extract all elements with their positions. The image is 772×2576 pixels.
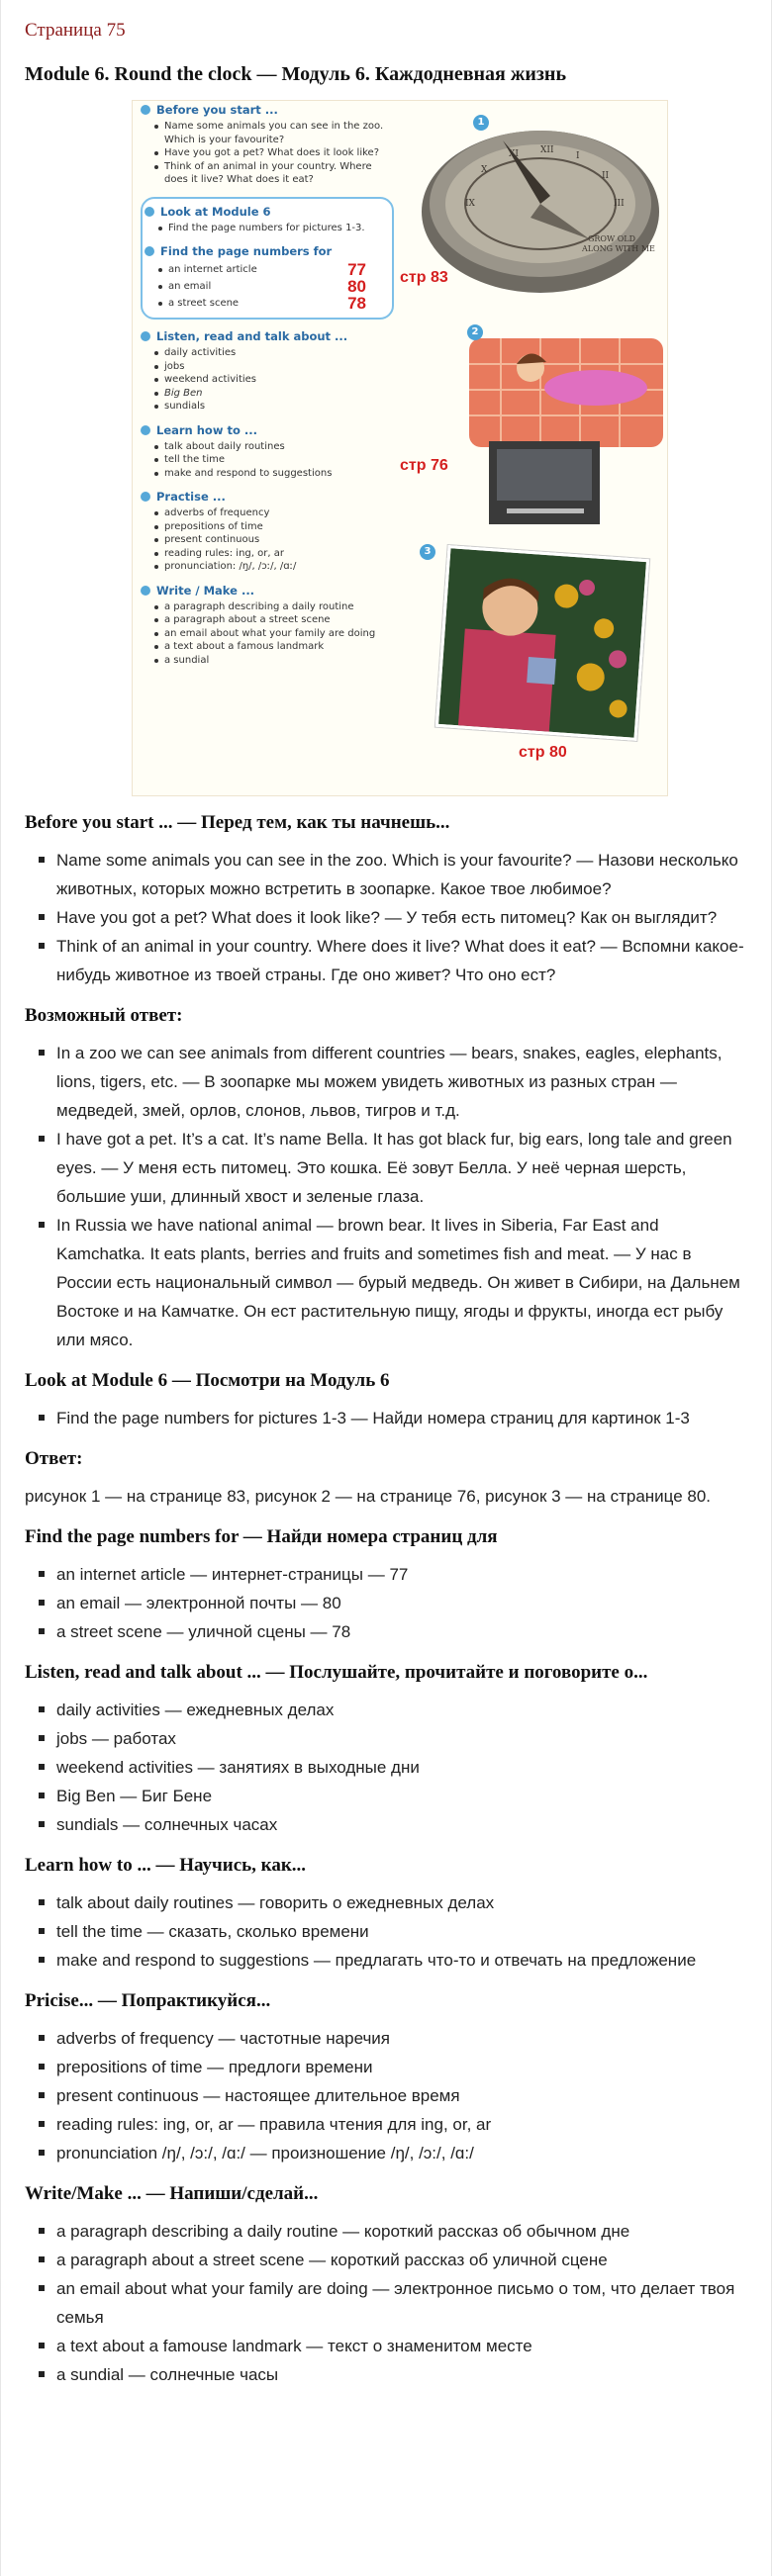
list-item: jobs — работах [56, 1724, 747, 1753]
list-item: adverbs of frequency — частотные наречия [56, 2024, 747, 2053]
module-title: Module 6. Round the clock — Модуль 6. Каждодневная жизнь [25, 63, 567, 85]
section-title: Before you start ... — Перед тем, как ты начнешь... [25, 812, 450, 833]
fig-look-at-title: Look at Module 6 [160, 204, 271, 219]
fig-item: a paragraph about a street scene [141, 613, 394, 627]
fig-item: a text about a famous landmark [141, 640, 394, 654]
fig-write-title: Write / Make ... [156, 583, 255, 598]
svg-text:II: II [602, 171, 610, 181]
bullet-circle-icon [141, 586, 150, 596]
list-item: weekend activities — занятиях в выходные дни [56, 1753, 747, 1782]
fig-item: jobs [141, 360, 394, 374]
section-title: Возможный ответ: [25, 1005, 183, 1026]
list-item: Think of an animal in your country. Where does it live? What does it eat? — Вспомни какое-нибудь животное из твоей страны. Где оно живет? Что оно ест? [56, 932, 747, 989]
sofa-illustration [392, 324, 667, 526]
page [1, 0, 771, 2389]
fig-item: an email [145, 280, 211, 294]
bullet-list [25, 2217, 747, 2389]
list-item: a street scene — уличной сцены — 78 [56, 1617, 747, 1646]
list-item: a sundial — солнечные часы [56, 2360, 747, 2389]
fig-item: make and respond to suggestions [141, 467, 394, 481]
svg-text:XI: XI [509, 149, 519, 159]
section-write-make [25, 2183, 747, 2389]
bullet-circle-icon [141, 425, 150, 435]
bullet-list [25, 1696, 747, 1839]
bullet-circle-icon [145, 207, 154, 217]
section-answer [25, 1448, 747, 1511]
page-number: Страница 75 [25, 20, 126, 41]
fig-practise [141, 490, 394, 574]
list-item: Have you got a pet? What does it look like? — У тебя есть питомец? Как он выглядит? [56, 903, 747, 932]
fig-look-at [145, 205, 386, 235]
fig-item: daily activities [141, 346, 394, 360]
svg-text:I: I [576, 151, 580, 161]
list-item: present continuous — настоящее длительное время [56, 2081, 747, 2110]
svg-text:III: III [614, 199, 625, 209]
fig-item: present continuous [141, 533, 394, 547]
list-item: reading rules: ing, or, ar — правила чтения для ing, or, ar [56, 2110, 747, 2139]
svg-text:GROW OLD: GROW OLD [588, 234, 636, 243]
fig-page-number: 77 [347, 260, 366, 279]
list-item: In a zoo we can see animals from different countries — bears, snakes, eagles, elephants, lions, tigers, etc. — В зоопарке мы можем увидеть животных из разных стран — медведей, змей, орлов, слонов, львов, тигров и т.д. [56, 1039, 747, 1125]
bullet-circle-icon [141, 492, 150, 502]
fig-practise-title: Practise ... [156, 490, 226, 504]
boy-photo [435, 545, 649, 741]
fig-before-start [141, 103, 394, 187]
picture-number: 1 [473, 115, 489, 131]
fig-learn [141, 423, 394, 481]
fig-item: Find the page numbers for pictures 1-3. [145, 222, 386, 235]
list-item: talk about daily routines — говорить о ежедневных делах [56, 1888, 747, 1917]
fig-item: a street scene [145, 297, 239, 311]
fig-item: Have you got a pet? What does it look like? [141, 146, 394, 160]
boy-illustration [438, 548, 646, 737]
list-item: an email about what your family are doing — электронное письмо о том, что делает твоя семья [56, 2274, 747, 2332]
answer-text: рисунок 1 — на странице 83, рисунок 2 — на странице 76, рисунок 3 — на странице 80. [25, 1487, 712, 1506]
list-item: an email — электронной почты — 80 [56, 1589, 747, 1617]
section-practise [25, 1990, 747, 2167]
list-item: a paragraph describing a daily routine — короткий рассказ об обычном дне [56, 2217, 747, 2246]
fig-page-number: 78 [347, 294, 366, 313]
section-title: Listen, read and talk about ... — Послушайте, прочитайте и поговорите о... [25, 1662, 648, 1683]
list-item: sundials — солнечных часах [56, 1810, 747, 1839]
section-listen-read-talk [25, 1662, 747, 1839]
fig-item: prepositions of time [141, 520, 394, 534]
fig-item: Think of an animal in your country. Where does it live? What does it eat? [141, 160, 394, 187]
fig-item: adverbs of frequency [141, 506, 394, 520]
bullet-list [25, 1560, 747, 1646]
fig-learn-title: Learn how to ... [156, 422, 257, 437]
fig-item: Name some animals you can see in the zoo. Which is your favourite? [141, 120, 394, 146]
list-item: Big Ben — Биг Бене [56, 1782, 747, 1810]
fig-listen [141, 329, 394, 414]
list-item: Find the page numbers for pictures 1-3 — Найди номера страниц для картинок 1-3 [56, 1404, 747, 1432]
fig-before-start-title: Before you start ... [156, 103, 278, 117]
fig-item: talk about daily routines [141, 440, 394, 454]
list-item: prepositions of time — предлоги времени [56, 2053, 747, 2081]
section-before-you-start [25, 812, 747, 989]
figure-pictures [392, 101, 667, 795]
sofa-picture [392, 324, 667, 526]
section-title: Pricise... — Попрактикуйся... [25, 1990, 271, 2011]
fig-item: sundials [141, 400, 394, 414]
list-item: a text about a famouse landmark — текст о знаменитом месте [56, 2332, 747, 2360]
list-item: make and respond to suggestions — предлагать что-то и отвечать на предложение [56, 1946, 747, 1975]
bullet-list [25, 2024, 747, 2167]
svg-text:XII: XII [540, 145, 554, 155]
textbook-page-image [132, 100, 668, 796]
fig-item: a paragraph describing a daily routine [141, 600, 394, 614]
list-item: In Russia we have national animal — brown bear. It lives in Siberia, Far East and Kamchatka. It eats plants, berries and fruits and sometimes fish and meat. — У нас в России есть национальный символ — бурый медведь. Он живет в Сибири, на Дальнем Востоке и на Камчатке. Он ест растительную пищу, ягоды и фрукты, иногда ест рыбу или мясо. [56, 1211, 747, 1354]
list-item: a paragraph about a street scene — короткий рассказ об уличной сцене [56, 2246, 747, 2274]
list-item: pronunciation /ŋ/, /ɔ:/, /ɑ:/ — произношение /ŋ/, /ɔ:/, /ɑ:/ [56, 2139, 747, 2167]
picture-page-label: стр 76 [400, 457, 448, 474]
bullet-list [25, 1404, 747, 1432]
fig-item: an internet article [145, 263, 257, 277]
svg-text:IX: IX [465, 199, 475, 209]
section-title: Look at Module 6 — Посмотри на Модуль 6 [25, 1370, 390, 1391]
fig-item: reading rules: ing, or, ar [141, 547, 394, 561]
figure-contents [141, 103, 394, 677]
bullet-circle-icon [141, 105, 150, 115]
section-title: Ответ: [25, 1448, 83, 1469]
section-title: Write/Make ... — Напиши/сделай... [25, 2183, 319, 2204]
section-possible-answer [25, 1005, 747, 1354]
svg-text:X: X [481, 165, 488, 175]
picture-number: 3 [420, 544, 435, 560]
fig-look-find-box [141, 197, 394, 321]
picture-number: 2 [467, 324, 483, 340]
fig-item: pronunciation: /ŋ/, /ɔː/, /ɑː/ [141, 560, 394, 574]
bullet-list [25, 1888, 747, 1975]
fig-page-number: 80 [347, 277, 366, 296]
picture-page-label: стр 80 [519, 744, 567, 761]
bullet-circle-icon [145, 246, 154, 256]
svg-text:ALONG WITH ME: ALONG WITH ME [582, 244, 655, 253]
section-title: Learn how to ... — Научись, как... [25, 1855, 307, 1876]
fig-write [141, 584, 394, 668]
list-item: an internet article — интернет-страницы — 77 [56, 1560, 747, 1589]
list-item: daily activities — ежедневных делах [56, 1696, 747, 1724]
section-title: Find the page numbers for — Найди номера страниц для [25, 1526, 498, 1547]
fig-item: Big Ben [141, 387, 394, 401]
list-item: I have got a pet. It’s a cat. It’s name Bella. It has got black fur, big ears, long tale and green eyes. — У меня есть питомец. Это кошка. Её зовут Белла. У неё черная шерсть, большие уши, длинный хвост и зеленые глаза. [56, 1125, 747, 1211]
bullet-list [25, 846, 747, 989]
fig-item: weekend activities [141, 373, 394, 387]
fig-item: tell the time [141, 453, 394, 467]
list-item: Name some animals you can see in the zoo. Which is your favourite? — Назови несколько животных, которых можно встретить в зоопарке. Какое твое любимое? [56, 846, 747, 903]
list-item: tell the time — сказать, сколько времени [56, 1917, 747, 1946]
fig-find-pages [145, 244, 386, 312]
fig-listen-title: Listen, read and talk about ... [156, 329, 348, 343]
bullet-circle-icon [141, 331, 150, 341]
fig-item: a sundial [141, 654, 394, 668]
picture-page-label: стр 83 [400, 269, 448, 286]
bullet-list [25, 1039, 747, 1354]
section-learn-how-to [25, 1855, 747, 1975]
section-look-at-module [25, 1370, 747, 1432]
fig-item: an email about what your family are doing [141, 627, 394, 641]
section-find-page-numbers [25, 1526, 747, 1646]
fig-find-pages-title: Find the page numbers for [160, 244, 333, 258]
